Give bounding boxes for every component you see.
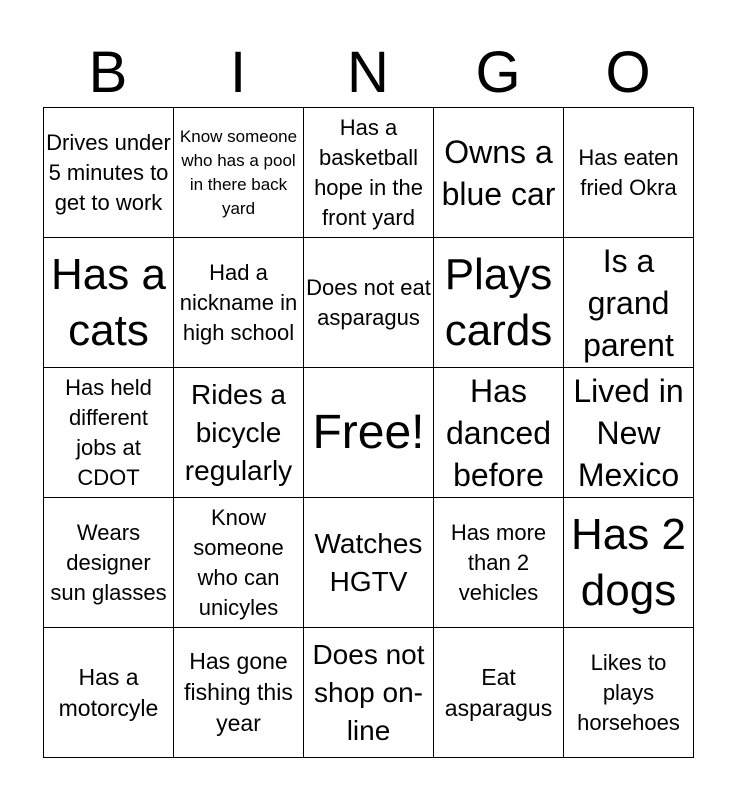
cell-text: Likes to plays horsehoes [577,649,680,735]
cell-text: Know someone who can unicyles [193,504,284,620]
bingo-cell[interactable] [173,237,303,367]
header-letter-i: I [229,40,247,105]
bingo-cell[interactable] [563,367,693,497]
bingo-cell[interactable] [303,107,433,237]
bingo-cell[interactable] [433,367,563,497]
bingo-cell[interactable] [173,497,303,627]
cell-text: Watches HGTV [314,527,423,597]
header-letter-b: B [88,40,128,105]
bingo-cell[interactable] [303,237,433,367]
cell-text: Has more than 2 vehicles [450,519,547,605]
bingo-cell[interactable] [433,107,563,237]
bingo-cell[interactable] [43,627,173,757]
header-letter-o: O [605,40,651,105]
cell-text: Has a cats [51,249,166,355]
bingo-cell[interactable] [563,627,693,757]
bingo-header [43,40,693,106]
cell-text: Has a basketball hope in the front yard [314,114,423,230]
cell-text: Has danced before [446,372,551,493]
bingo-cell[interactable] [433,237,563,367]
header-letter-n: N [347,40,389,105]
cell-text: Lived in New Mexico [573,372,684,493]
bingo-cell[interactable] [563,107,693,237]
bingo-cell[interactable] [433,627,563,757]
bingo-cell[interactable] [563,237,693,367]
bingo-cell[interactable] [433,497,563,627]
bingo-cell[interactable] [173,627,303,757]
bingo-cell[interactable] [43,497,173,627]
bingo-cell[interactable] [563,497,693,627]
cell-text: Does not shop on-line [312,638,425,746]
bingo-cell[interactable] [43,107,173,237]
cell-text: Has 2 dogs [571,509,686,615]
cell-text: Rides a bicycle regularly [184,378,293,486]
cell-text: Is a grand parent [583,242,674,363]
cell-text: Has gone fishing this year [184,648,293,736]
cell-text: Know someone who has a pool in there back yard [179,126,298,218]
cell-text: Has eaten fried Okra [578,144,679,200]
bingo-cell[interactable] [303,627,433,757]
bingo-grid [43,107,694,758]
bingo-cell[interactable] [173,367,303,497]
cell-text: Drives under 5 minutes to get to work [46,129,171,215]
cell-text: Wears designer sun glasses [50,519,167,605]
cell-text: Has held different jobs at CDOT [65,374,152,490]
bingo-cell[interactable] [303,497,433,627]
cell-text: Owns a blue car [441,133,556,212]
header-letter-g: G [475,40,521,105]
free-space-cell[interactable] [303,367,433,497]
cell-text: Does not eat asparagus [306,274,431,330]
cell-text: Eat asparagus [444,663,553,721]
cell-text: Free! [312,405,425,459]
bingo-cell[interactable] [43,237,173,367]
cell-text: Had a nickname in high school [179,259,298,345]
bingo-cell[interactable] [173,107,303,237]
cell-text: Plays cards [444,249,553,355]
cell-text: Has a motorcyle [58,663,159,721]
bingo-cell[interactable] [43,367,173,497]
